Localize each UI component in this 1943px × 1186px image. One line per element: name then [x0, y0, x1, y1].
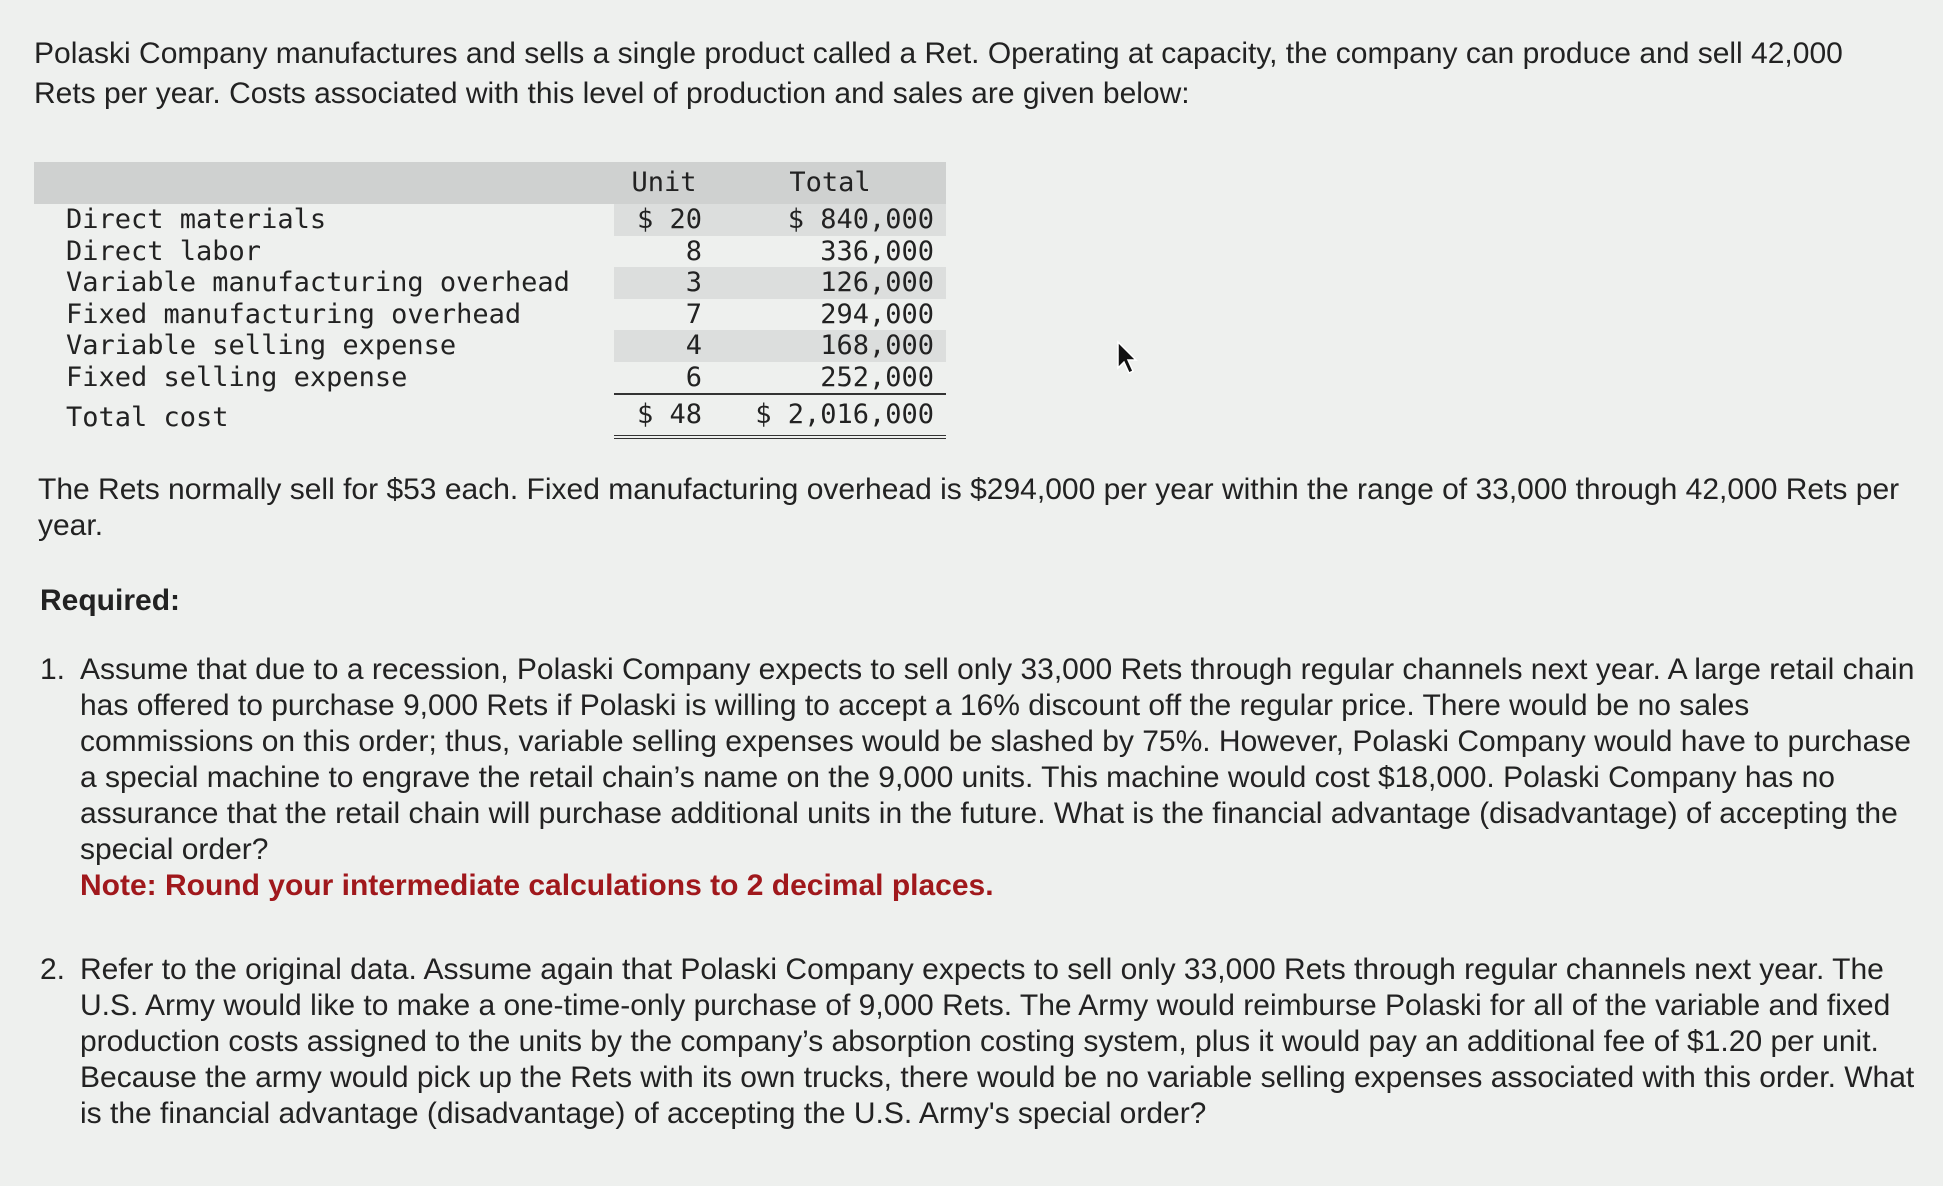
row-unit: 8 [685, 235, 702, 267]
header-blank [34, 162, 614, 204]
header-unit: Unit [631, 167, 697, 199]
table-total-row [34, 394, 946, 437]
table-row [34, 362, 946, 395]
required-heading: Required: [40, 584, 181, 617]
requirements-list [40, 652, 1920, 1132]
row-unit: 3 [614, 267, 714, 299]
row-label: Fixed manufacturing overhead [66, 298, 522, 330]
row-unit: 6 [685, 361, 702, 393]
row-label: Variable selling expense [66, 330, 457, 361]
row-label: Direct labor [66, 235, 262, 267]
rounding-note: Note: Round your intermediate calculations to 2 decimal places. [80, 869, 994, 902]
total-amount: $ 2,016,000 [714, 394, 946, 437]
price-paragraph: The Rets normally sell for $53 each. Fixed manufacturing overhead is $294,000 per year within the range of 33,000 through 42,000 Rets per year. [38, 473, 1900, 542]
cost-table [34, 162, 946, 439]
row-label: Direct materials [66, 204, 327, 235]
row-total: 126,000 [714, 267, 946, 299]
row-unit: 7 [685, 298, 702, 330]
row-unit: 4 [614, 330, 714, 362]
row-total: 294,000 [820, 298, 934, 330]
row-total: $ 840,000 [714, 204, 946, 236]
table-row [34, 236, 946, 268]
item-body [80, 952, 1920, 1132]
item-text: Refer to the original data. Assume again that Polaski Company expects to sell only 33,000 Rets through regular channels next year. The U.S. Army would like to make a one-time-only purchase of 9,000 Rets. The Army would reimburse Polaski for all of the variable and fixed production costs assigned to the units by the company’s absorption costing system, plus it would pay an additional fee of $1.20 per unit. Because the army would pick up the Rets with its own trucks, there would be no variable selling expenses associated with this order. What is the financial advantage (disadvantage) of accepting the U.S. Army's special order? [80, 953, 1915, 1130]
mouse-pointer-icon [1116, 340, 1140, 376]
row-total: 168,000 [714, 330, 946, 362]
table-header-row [34, 162, 946, 204]
item-text: Assume that due to a recession, Polaski Company expects to sell only 33,000 Rets through regular channels next year. A large retail chain has offered to purchase 9,000 Rets if Polaski is willing to accept a 16% discount off the regular price. There would be no sales commissions on this order; thus, variable selling expenses would be slashed by 75%. However, Polaski Company would have to purchase a special machine to engrave the retail chain’s name on the 9,000 units. This machine would cost $18,000. Polaski Company has no assurance that the retail chain will purchase additional units in the future. What is the financial advantage (disadvantage) of accepting the special order? [80, 653, 1915, 866]
table-row [34, 267, 946, 299]
row-unit: $ 20 [614, 204, 714, 236]
item-number: 1. [40, 653, 66, 686]
table-row [34, 330, 946, 362]
row-label: Fixed selling expense [66, 362, 408, 393]
list-item [40, 952, 1920, 1132]
row-total: 336,000 [820, 235, 934, 267]
item-number: 2. [40, 953, 66, 986]
list-item [40, 652, 1920, 904]
total-unit: $ 48 [614, 394, 714, 437]
item-body [80, 652, 1920, 904]
header-total: Total [789, 167, 871, 199]
row-total: 252,000 [820, 361, 934, 393]
total-label: Total cost [66, 401, 229, 433]
intro-paragraph: Polaski Company manufactures and sells a single product called a Ret. Operating at capacity, the company can produce and sell 42,000 Rets per year. Costs associated with this level of production and sales are given below: [34, 37, 1843, 110]
row-label: Variable manufacturing overhead [66, 267, 570, 298]
table-row [34, 299, 946, 331]
table-row [34, 204, 946, 236]
